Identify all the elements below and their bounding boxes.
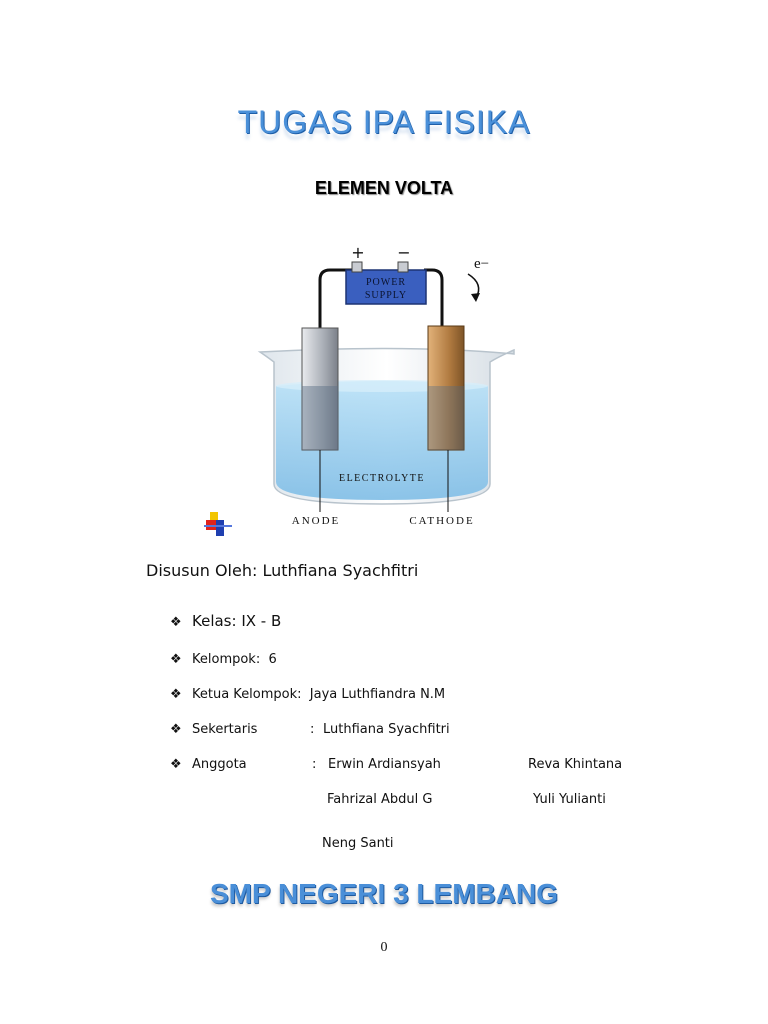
document-subtitle: ELEMEN VOLTA — [314, 178, 454, 198]
author-line: Disusun Oleh: Luthfiana Syachfitri — [146, 561, 419, 580]
diamond-bullet-icon: ❖ — [170, 687, 182, 702]
electrolyte-label: ELECTROLYTE — [338, 473, 426, 484]
members-label: Anggota — [192, 757, 247, 772]
diamond-bullet-icon: ❖ — [170, 652, 182, 667]
diamond-bullet-icon: ❖ — [170, 615, 182, 630]
volta-cell-diagram — [252, 236, 532, 536]
secretary-line — [170, 722, 550, 737]
diamond-bullet-icon: ❖ — [170, 757, 182, 772]
minus-sign: − — [397, 243, 411, 262]
plus-sign: + — [351, 243, 365, 262]
bullet-marker-icon — [204, 512, 232, 538]
member-name: Yuli Yulianti — [533, 792, 606, 807]
leader-value: Jaya Luthfiandra N.M — [309, 687, 446, 702]
leader-label: Ketua Kelompok: — [192, 687, 302, 702]
group-line — [170, 652, 277, 667]
power-supply-label-1: POWER — [366, 277, 406, 288]
class-text: Kelas: IX - B — [192, 612, 282, 630]
diamond-bullet-icon: ❖ — [170, 722, 182, 737]
anode-label: ANODE — [291, 515, 341, 527]
secretary-label: Sekertaris — [192, 722, 258, 737]
members-line — [170, 757, 650, 772]
secretary-separator: : — [310, 722, 315, 737]
member-name: Fahrizal Abdul G — [327, 792, 433, 807]
electron-label: e− — [474, 256, 490, 272]
member-name: Erwin Ardiansyah — [328, 757, 441, 772]
power-supply-label-2: SUPPLY — [364, 290, 408, 301]
leader-line — [170, 687, 445, 702]
secretary-value: Luthfiana Syachfitri — [323, 722, 450, 737]
member-name: Neng Santi — [322, 836, 394, 851]
document-title: TUGAS IPA FISIKA — [237, 104, 531, 140]
members-separator: : — [312, 757, 317, 772]
page-number: 0 — [380, 940, 388, 955]
group-value: 6 — [268, 652, 277, 667]
group-label: Kelompok: — [192, 652, 261, 667]
member-name: Reva Khintana — [528, 757, 623, 772]
school-name: SMP NEGERI 3 LEMBANG — [210, 878, 558, 909]
cathode-label: CATHODE — [409, 515, 475, 527]
class-line — [170, 612, 281, 630]
